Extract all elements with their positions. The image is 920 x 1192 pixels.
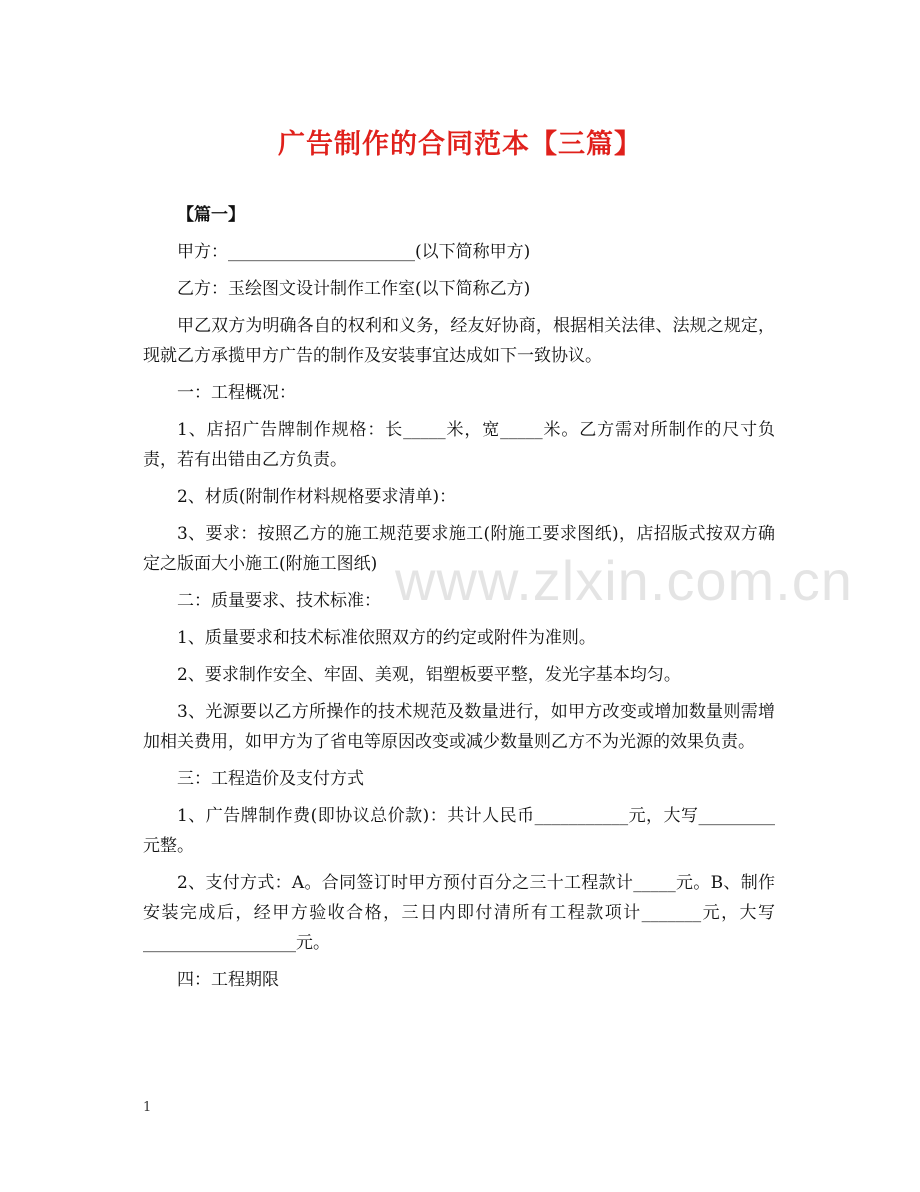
party-b-line: 乙方：玉绘图文设计制作工作室(以下简称乙方) <box>177 279 531 299</box>
clause-3-2: 2、支付方式：A。合同签订时甲方预付百分之三十工程款计_____元。B、制作安装完成后，经甲方验收合格，三日内即付清所有工程款项计_______元，大写__________________元。 <box>143 873 775 953</box>
clause-heading-1: 一：工程概况： <box>177 383 296 403</box>
clause-heading-4: 四：工程期限 <box>177 970 279 990</box>
clause-1-3: 3、要求：按照乙方的施工规范要求施工(附施工要求图纸)，店招版式按双方确定之版面大小施工(附施工图纸) <box>143 524 775 574</box>
clause-2-1: 1、质量要求和技术标准依照双方的约定或附件为准则。 <box>177 628 596 648</box>
clause-1-1: 1、店招广告牌制作规格：长_____米，宽_____米。乙方需对所制作的尺寸负责，若有出错由乙方负责。 <box>143 420 775 470</box>
clause-3-1: 1、广告牌制作费(即协议总价款)：共计人民币___________元，大写_________元整。 <box>143 806 775 856</box>
clause-2-2: 2、要求制作安全、牢固、美观，铝塑板要平整，发光字基本均匀。 <box>177 665 681 685</box>
watermark: www.zlxin.com.cn <box>395 549 853 612</box>
clause-1-2: 2、材质(附制作材料规格要求清单)： <box>177 487 457 507</box>
party-a-line: 甲方：______________________(以下简称甲方) <box>177 242 531 262</box>
clause-heading-2: 二：质量要求、技术标准： <box>177 591 381 611</box>
clause-2-3: 3、光源要以乙方所操作的技术规范及数量进行，如甲方改变或增加数量则需增加相关费用，如甲方为了省电等原因改变或减少数量则乙方不为光源的效果负责。 <box>143 702 775 752</box>
page-number: 1 <box>143 1100 152 1115</box>
section-heading: 【篇一】 <box>177 205 245 225</box>
preamble-paragraph: 甲乙双方为明确各自的权利和义务，经友好协商，根据相关法律、法规之规定，现就乙方承揽甲方广告的制作及安装事宜达成如下一致协议。 <box>143 316 775 366</box>
document-title: 广告制作的合同范本【三篇】 <box>278 129 642 160</box>
clause-heading-3: 三：工程造价及支付方式 <box>177 769 364 789</box>
